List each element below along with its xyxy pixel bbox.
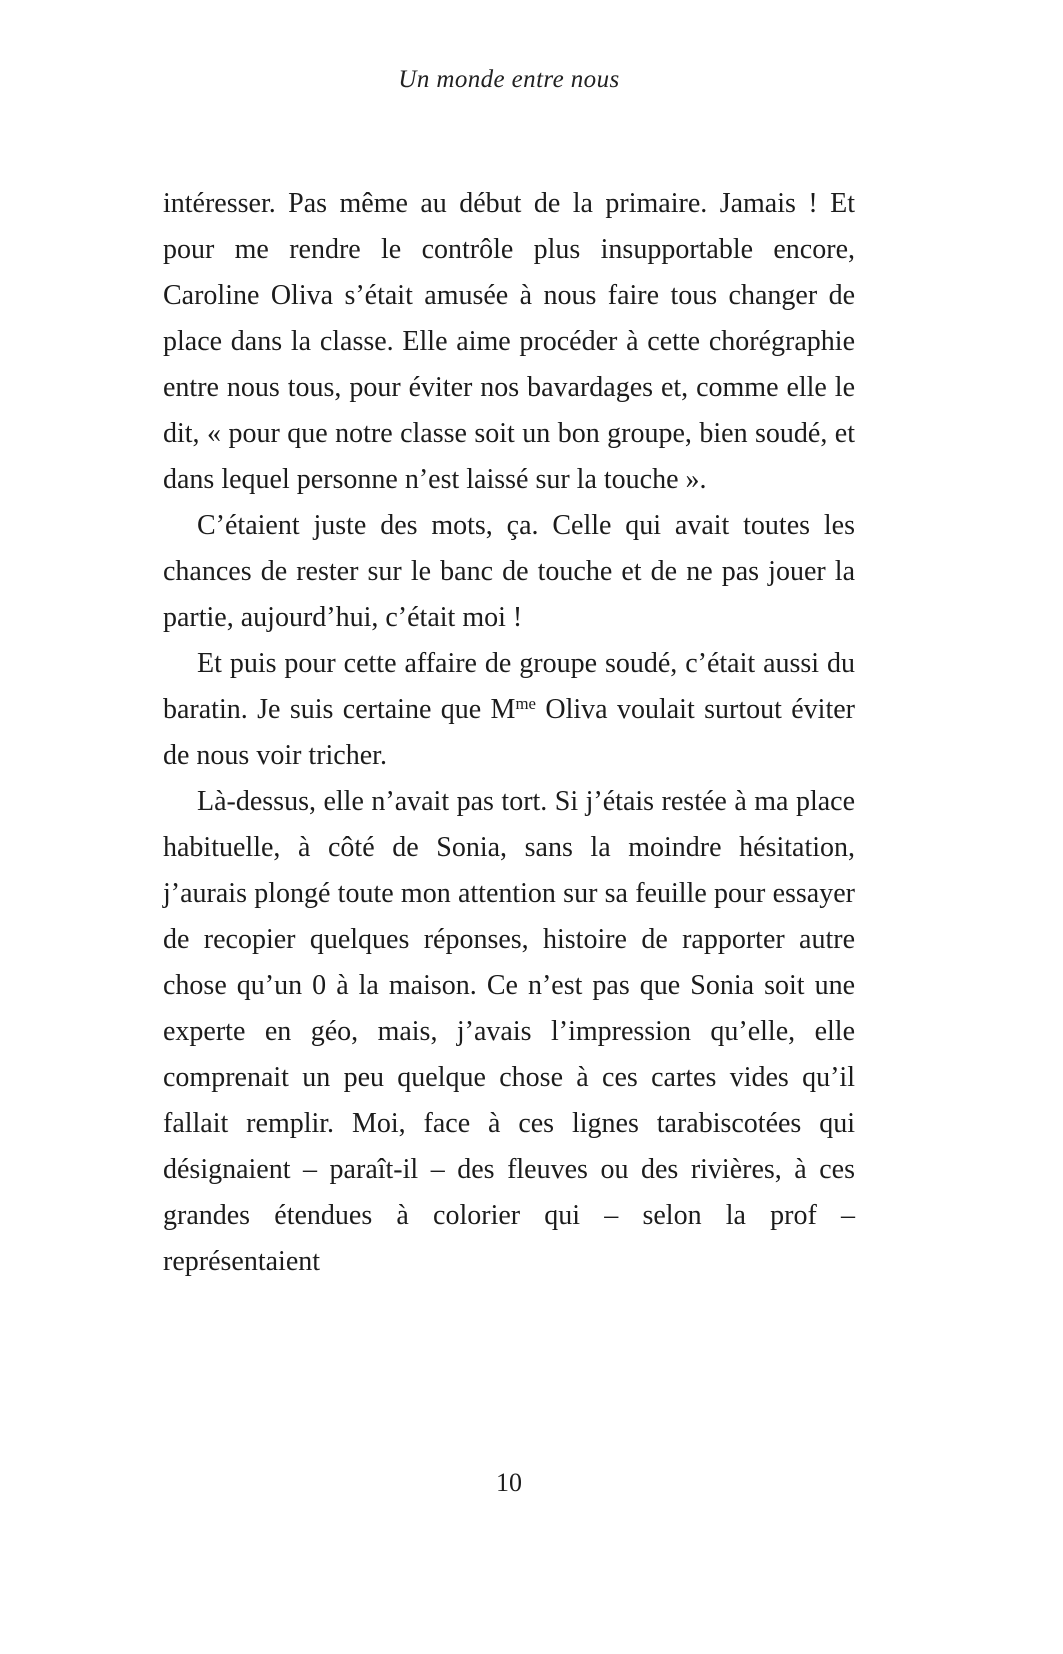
text-body — [163, 181, 855, 1285]
paragraph-text: Là-dessus, elle n’avait pas tort. Si j’étais restée à ma place habituelle, à côté de Sonia, sans la moindre hésitation, j’aurais plongé toute mon attention sur sa feuille pour essayer de recopier quelques réponses, histoire de rapporter autre chose qu’un 0 à la maison. Ce n’est pas que Sonia soit une experte en géo, mais, j’avais l’impression qu’elle, elle comprenait un peu quelque chose à ces cartes vides qu’il fallait remplir. Moi, face à ces lignes tarabiscotées qui désignaient – paraît-il – des fleuves ou des rivières, à ces grandes étendues à colorier qui – selon la prof – représentaient — [163, 786, 855, 1277]
paragraph — [163, 181, 855, 503]
superscript-text: me — [515, 693, 536, 713]
paragraph-text: Et puis pour cette affaire de groupe soudé, c’était aussi du baratin. Je suis certaine que M — [163, 648, 855, 725]
running-header: Un monde entre nous — [398, 66, 620, 93]
paragraph-text: Oliva voulait surtout éviter de nous voir tricher. — [163, 694, 855, 771]
page-number: 10 — [496, 1468, 522, 1497]
paragraph — [163, 779, 855, 1285]
paragraph — [163, 641, 855, 779]
paragraph-text: C’étaient juste des mots, ça. Celle qui avait toutes les chances de rester sur le banc de touche et de ne pas jouer la partie, aujourd’hui, c’était moi ! — [163, 510, 855, 633]
paragraph — [163, 503, 855, 641]
paragraph-text: intéresser. Pas même au début de la primaire. Jamais ! Et pour me rendre le contrôle plus insupportable encore, Caroline Oliva s’était amusée à nous faire tous changer de place dans la classe. Elle aime procéder à cette chorégraphie entre nous tous, pour éviter nos bavardages et, comme elle le dit, « pour que notre classe soit un bon groupe, bien soudé, et dans lequel personne n’est laissé sur la touche ». — [163, 188, 855, 495]
